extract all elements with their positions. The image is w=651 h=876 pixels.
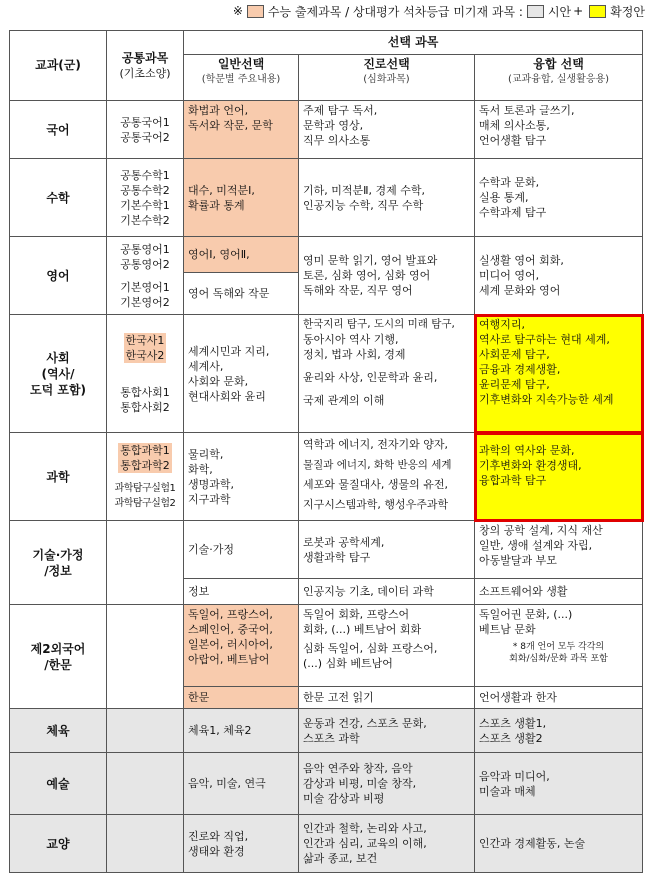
fusion-liberal: 인간과 경제활동, 논술 [475, 815, 643, 873]
common-science-2: 통합과학2 [120, 458, 170, 472]
subject-english: 영어 [10, 237, 107, 315]
career-english [299, 237, 475, 315]
general-science [184, 433, 299, 521]
career-science-3: 세포와 물질대사, 생물의 유전, [303, 478, 448, 491]
general-foreign-a [184, 605, 299, 687]
fusion-korean [475, 101, 643, 159]
header-general [184, 55, 299, 101]
general-foreign-1: 독일어, 프랑스어, [188, 608, 273, 621]
row-english [10, 237, 643, 273]
legend-plus: + [573, 4, 584, 18]
header-elective: 선택 과목 [184, 31, 643, 55]
fusion-tech-2: 일반, 생애 설계와 자립, [479, 539, 593, 552]
career-social-5: 국제 관계의 이해 [303, 394, 385, 407]
general-science-2: 화학, [188, 462, 213, 476]
career-liberal [299, 815, 475, 873]
row-math [10, 159, 643, 237]
header-general-label: 일반선택 [217, 57, 265, 71]
subject-foreign-1: 제2외국어 [30, 641, 86, 656]
row-korean [10, 101, 643, 159]
common-social-3: 통합사회1 [120, 385, 170, 399]
career-pe-1: 운동과 건강, 스포츠 문화, [303, 716, 427, 730]
common-korean [107, 101, 184, 159]
career-foreign-2: 회화, (...) 베트남어 회화 [303, 623, 422, 636]
career-tech-b: 인공지능 기초, 데이터 과학 [299, 579, 475, 605]
fusion-social-5: 윤리문제 탐구, [479, 378, 550, 391]
subject-social-3: 도덕 포함) [29, 382, 87, 397]
subject-foreign-2: /한문 [44, 657, 72, 672]
common-science-4: 과학탐구실험2 [114, 497, 176, 509]
general-science-1: 물리학, [188, 447, 224, 461]
career-english-1: 영미 문학 읽기, 영어 발표와 [303, 254, 438, 267]
common-math-1: 공통수학1 [120, 168, 170, 182]
fusion-pe-1: 스포츠 생활1, [479, 716, 547, 730]
subject-science: 과학 [10, 433, 107, 521]
subject-pe: 체육 [10, 709, 107, 753]
career-foreign-b: 한문 고전 읽기 [299, 687, 475, 709]
career-liberal-2: 인간과 심리, 교육의 이해, [303, 837, 427, 850]
career-social-2: 동아시아 역사 기행, [303, 333, 399, 346]
career-liberal-1: 인간과 철학, 논리와 사고, [303, 822, 427, 835]
career-social-1: 한국지리 탐구, 도시의 미래 탐구, [303, 318, 455, 330]
general-korean-1: 화법과 언어, [188, 104, 249, 117]
general-science-4: 지구과학 [188, 492, 231, 506]
general-arts: 음악, 미술, 연극 [184, 753, 299, 815]
career-korean-1: 주제 탐구 독서, [303, 104, 378, 117]
career-science [299, 433, 475, 521]
general-social-2: 세계사, [188, 359, 224, 373]
career-korean [299, 101, 475, 159]
curriculum-table [9, 30, 643, 873]
row-foreign [10, 605, 643, 687]
common-science-1: 통합과학1 [120, 443, 170, 457]
general-korean-2: 독서와 작문, 문학 [188, 119, 273, 132]
subject-tech-2: /정보 [44, 563, 72, 578]
career-math-2: 인공지능 수학, 직무 수학 [303, 198, 424, 212]
career-math [299, 159, 475, 237]
career-foreign-a [299, 605, 475, 687]
row-liberal [10, 815, 643, 873]
general-english-b: 영어 독해와 작문 [184, 273, 299, 315]
career-science-2: 물질과 에너지, 화학 반응의 세계 [303, 459, 452, 471]
general-foreign-b: 한문 [184, 687, 299, 709]
career-social-4: 윤리와 사상, 인문학과 윤리, [303, 371, 438, 384]
fusion-english-1: 실생활 영어 회화, [479, 254, 564, 267]
general-liberal [184, 815, 299, 873]
row-pe [10, 709, 643, 753]
common-english-1: 공통영어1 [120, 242, 170, 256]
fusion-social-2: 역사로 탐구하는 현대 세계, [479, 333, 610, 346]
header-fusion-note: (교과융합, 실생활응용) [507, 74, 610, 85]
fusion-math [475, 159, 643, 237]
general-foreign-4: 아랍어, 베트남어 [188, 653, 270, 666]
career-tech-1: 로봇과 공학세계, [303, 535, 385, 549]
common-pe [107, 709, 184, 753]
fusion-science [475, 433, 643, 521]
general-foreign-2: 스페인어, 중국어, [188, 623, 273, 636]
common-english-4: 기본영어2 [120, 295, 170, 309]
fusion-korean-2: 매체 의사소통, [479, 119, 550, 132]
fusion-math-1: 수학과 문화, [479, 176, 540, 189]
career-social-3: 정치, 법과 사회, 경제 [303, 348, 406, 361]
career-tech-2: 생활과학 탐구 [303, 550, 371, 564]
career-arts-3: 미술 감상과 비평 [303, 792, 385, 805]
header-career-note: (심화과목) [363, 74, 410, 85]
common-english-3: 기본영어1 [120, 280, 170, 294]
general-science-3: 생명과학, [188, 477, 235, 491]
header-fusion [475, 55, 643, 101]
legend-yellow-label: 확정안 [610, 4, 645, 19]
legend [0, 0, 651, 22]
general-math-2: 확률과 통계 [188, 198, 245, 212]
common-math-4: 기본수학2 [120, 213, 170, 227]
general-korean [184, 101, 299, 159]
general-liberal-2: 생태와 환경 [188, 844, 245, 858]
general-liberal-1: 진로와 직업, [188, 829, 249, 843]
fusion-english [475, 237, 643, 315]
header-fusion-label: 융합 선택 [533, 57, 584, 71]
subject-math: 수학 [10, 159, 107, 237]
subject-social-1: 사회 [46, 350, 70, 365]
subject-foreign [10, 605, 107, 709]
career-korean-2: 문학과 영상, [303, 119, 364, 132]
legend-peach-label: 수능 출제과목 / 상대평가 석차등급 미기재 과목 : [267, 4, 523, 19]
general-pe: 체육1, 체육2 [184, 709, 299, 753]
common-foreign [107, 605, 184, 709]
career-english-2: 토론, 심화 영어, 심화 영어 [303, 269, 431, 282]
header-common [107, 31, 184, 101]
general-tech-a: 기술·가정 [184, 521, 299, 579]
career-tech-a [299, 521, 475, 579]
career-foreign-1: 독일어 회화, 프랑스어 [303, 608, 410, 621]
row-tech [10, 521, 643, 579]
subject-social [10, 315, 107, 433]
career-foreign-4: (...) 심화 베트남어 [303, 657, 393, 670]
common-science-3: 과학탐구실험1 [114, 482, 176, 494]
fusion-foreign-1: 독일어권 문화, (...) [479, 608, 573, 621]
fusion-foreign-a [475, 605, 643, 687]
fusion-arts-1: 음악과 미디어, [479, 769, 550, 783]
fusion-science-1: 과학의 역사와 문화, [479, 444, 575, 457]
row-arts [10, 753, 643, 815]
fusion-english-3: 세계 문화와 영어 [479, 284, 561, 297]
common-math-2: 공통수학2 [120, 183, 170, 197]
common-tech [107, 521, 184, 605]
fusion-math-2: 실용 통계, [479, 191, 529, 204]
general-social-4: 현대사회와 윤리 [188, 389, 266, 403]
fusion-science-3: 융합과학 탐구 [479, 474, 547, 487]
legend-gray-swatch [527, 5, 544, 18]
career-social [299, 315, 475, 433]
common-science-integrated [118, 443, 172, 473]
subject-social-2: (역사/ [41, 366, 75, 381]
fusion-social-3: 사회문제 탐구, [479, 348, 550, 361]
legend-peach-swatch [247, 5, 264, 18]
general-social-1: 세계시민과 지리, [188, 344, 270, 358]
row-science [10, 433, 643, 521]
common-social [107, 315, 184, 433]
general-social-3: 사회와 문화, [188, 374, 249, 388]
general-social [184, 315, 299, 433]
fusion-foreign-2: 베트남 문화 [479, 623, 536, 636]
fusion-math-3: 수학과제 탐구 [479, 206, 547, 219]
common-social-history [124, 333, 167, 363]
fusion-social-6: 기후변화와 지속가능한 세계 [479, 393, 614, 406]
common-english-2: 공통영어2 [120, 257, 170, 271]
fusion-tech-1: 창의 공학 설계, 지식 재산 [479, 524, 603, 537]
fusion-arts-2: 미술과 매체 [479, 784, 536, 798]
career-pe [299, 709, 475, 753]
career-science-1: 역학과 에너지, 전자기와 양자, [303, 438, 448, 451]
subject-korean: 국어 [10, 101, 107, 159]
fusion-tech-3: 아동발달과 부모 [479, 554, 557, 567]
subject-liberal: 교양 [10, 815, 107, 873]
common-social-2: 한국사2 [125, 348, 165, 362]
career-arts-2: 감상과 비평, 미술 창작, [303, 777, 417, 790]
subject-tech [10, 521, 107, 605]
fusion-social-4: 금융과 경제생활, [479, 363, 561, 376]
career-arts-1: 음악 연주와 창작, 음악 [303, 762, 413, 775]
fusion-social [475, 315, 643, 433]
career-korean-3: 직무 의사소통 [303, 134, 371, 147]
common-english [107, 237, 184, 315]
header-common-note: (기초소양) [119, 66, 171, 80]
career-pe-2: 스포츠 과학 [303, 731, 360, 745]
fusion-foreign-b: 언어생활과 한자 [475, 687, 643, 709]
legend-mark: ※ [232, 4, 243, 18]
legend-gray-label: 시안 [547, 4, 572, 19]
fusion-pe [475, 709, 643, 753]
common-social-4: 통합사회2 [120, 400, 170, 414]
fusion-foreign-note-1: * 8개 언어 모두 각각의 [512, 642, 605, 652]
fusion-science-2: 기후변화와 환경생태, [479, 459, 582, 472]
career-arts [299, 753, 475, 815]
header-general-note: (학문별 주요내용) [201, 74, 281, 85]
common-social-1: 한국사1 [125, 333, 165, 347]
fusion-korean-3: 언어생활 탐구 [479, 134, 547, 147]
subject-arts: 예술 [10, 753, 107, 815]
header-common-label: 공통과목 [121, 50, 169, 65]
common-korean-1: 공통국어1 [120, 115, 170, 129]
header-career [299, 55, 475, 101]
career-english-3: 독해와 작문, 직무 영어 [303, 284, 413, 297]
fusion-social-1: 여행지리, [479, 318, 526, 331]
fusion-foreign-note-2: 회화/심화/문화 과목 포함 [509, 654, 608, 664]
career-math-1: 기하, 미적분Ⅱ, 경제 수학, [303, 183, 426, 197]
common-korean-2: 공통국어2 [120, 130, 170, 144]
general-tech-b: 정보 [184, 579, 299, 605]
fusion-english-2: 미디어 영어, [479, 269, 540, 282]
common-math-3: 기본수학1 [120, 198, 170, 212]
general-foreign-3: 일본어, 러시아어, [188, 638, 273, 651]
fusion-tech-a [475, 521, 643, 579]
career-foreign-3: 심화 독일어, 심화 프랑스어, [303, 642, 438, 655]
fusion-arts [475, 753, 643, 815]
common-science [107, 433, 184, 521]
header-career-label: 진로선택 [363, 57, 410, 71]
general-math [184, 159, 299, 237]
row-social [10, 315, 643, 433]
fusion-korean-1: 독서 토론과 글쓰기, [479, 104, 575, 117]
common-math [107, 159, 184, 237]
career-science-4: 지구시스템과학, 행성우주과학 [303, 498, 449, 511]
fusion-pe-2: 스포츠 생활2 [479, 731, 543, 745]
general-math-1: 대수, 미적분Ⅰ, [188, 183, 255, 197]
legend-yellow-swatch [589, 5, 606, 18]
general-english-a: 영어Ⅰ, 영어Ⅱ, [184, 237, 299, 273]
common-liberal [107, 815, 184, 873]
subject-tech-1: 기술·가정 [32, 547, 84, 562]
header-subject: 교과(군) [10, 31, 107, 101]
common-arts [107, 753, 184, 815]
fusion-tech-b: 소프트웨어와 생활 [475, 579, 643, 605]
career-liberal-3: 삶과 종교, 보건 [303, 852, 378, 865]
